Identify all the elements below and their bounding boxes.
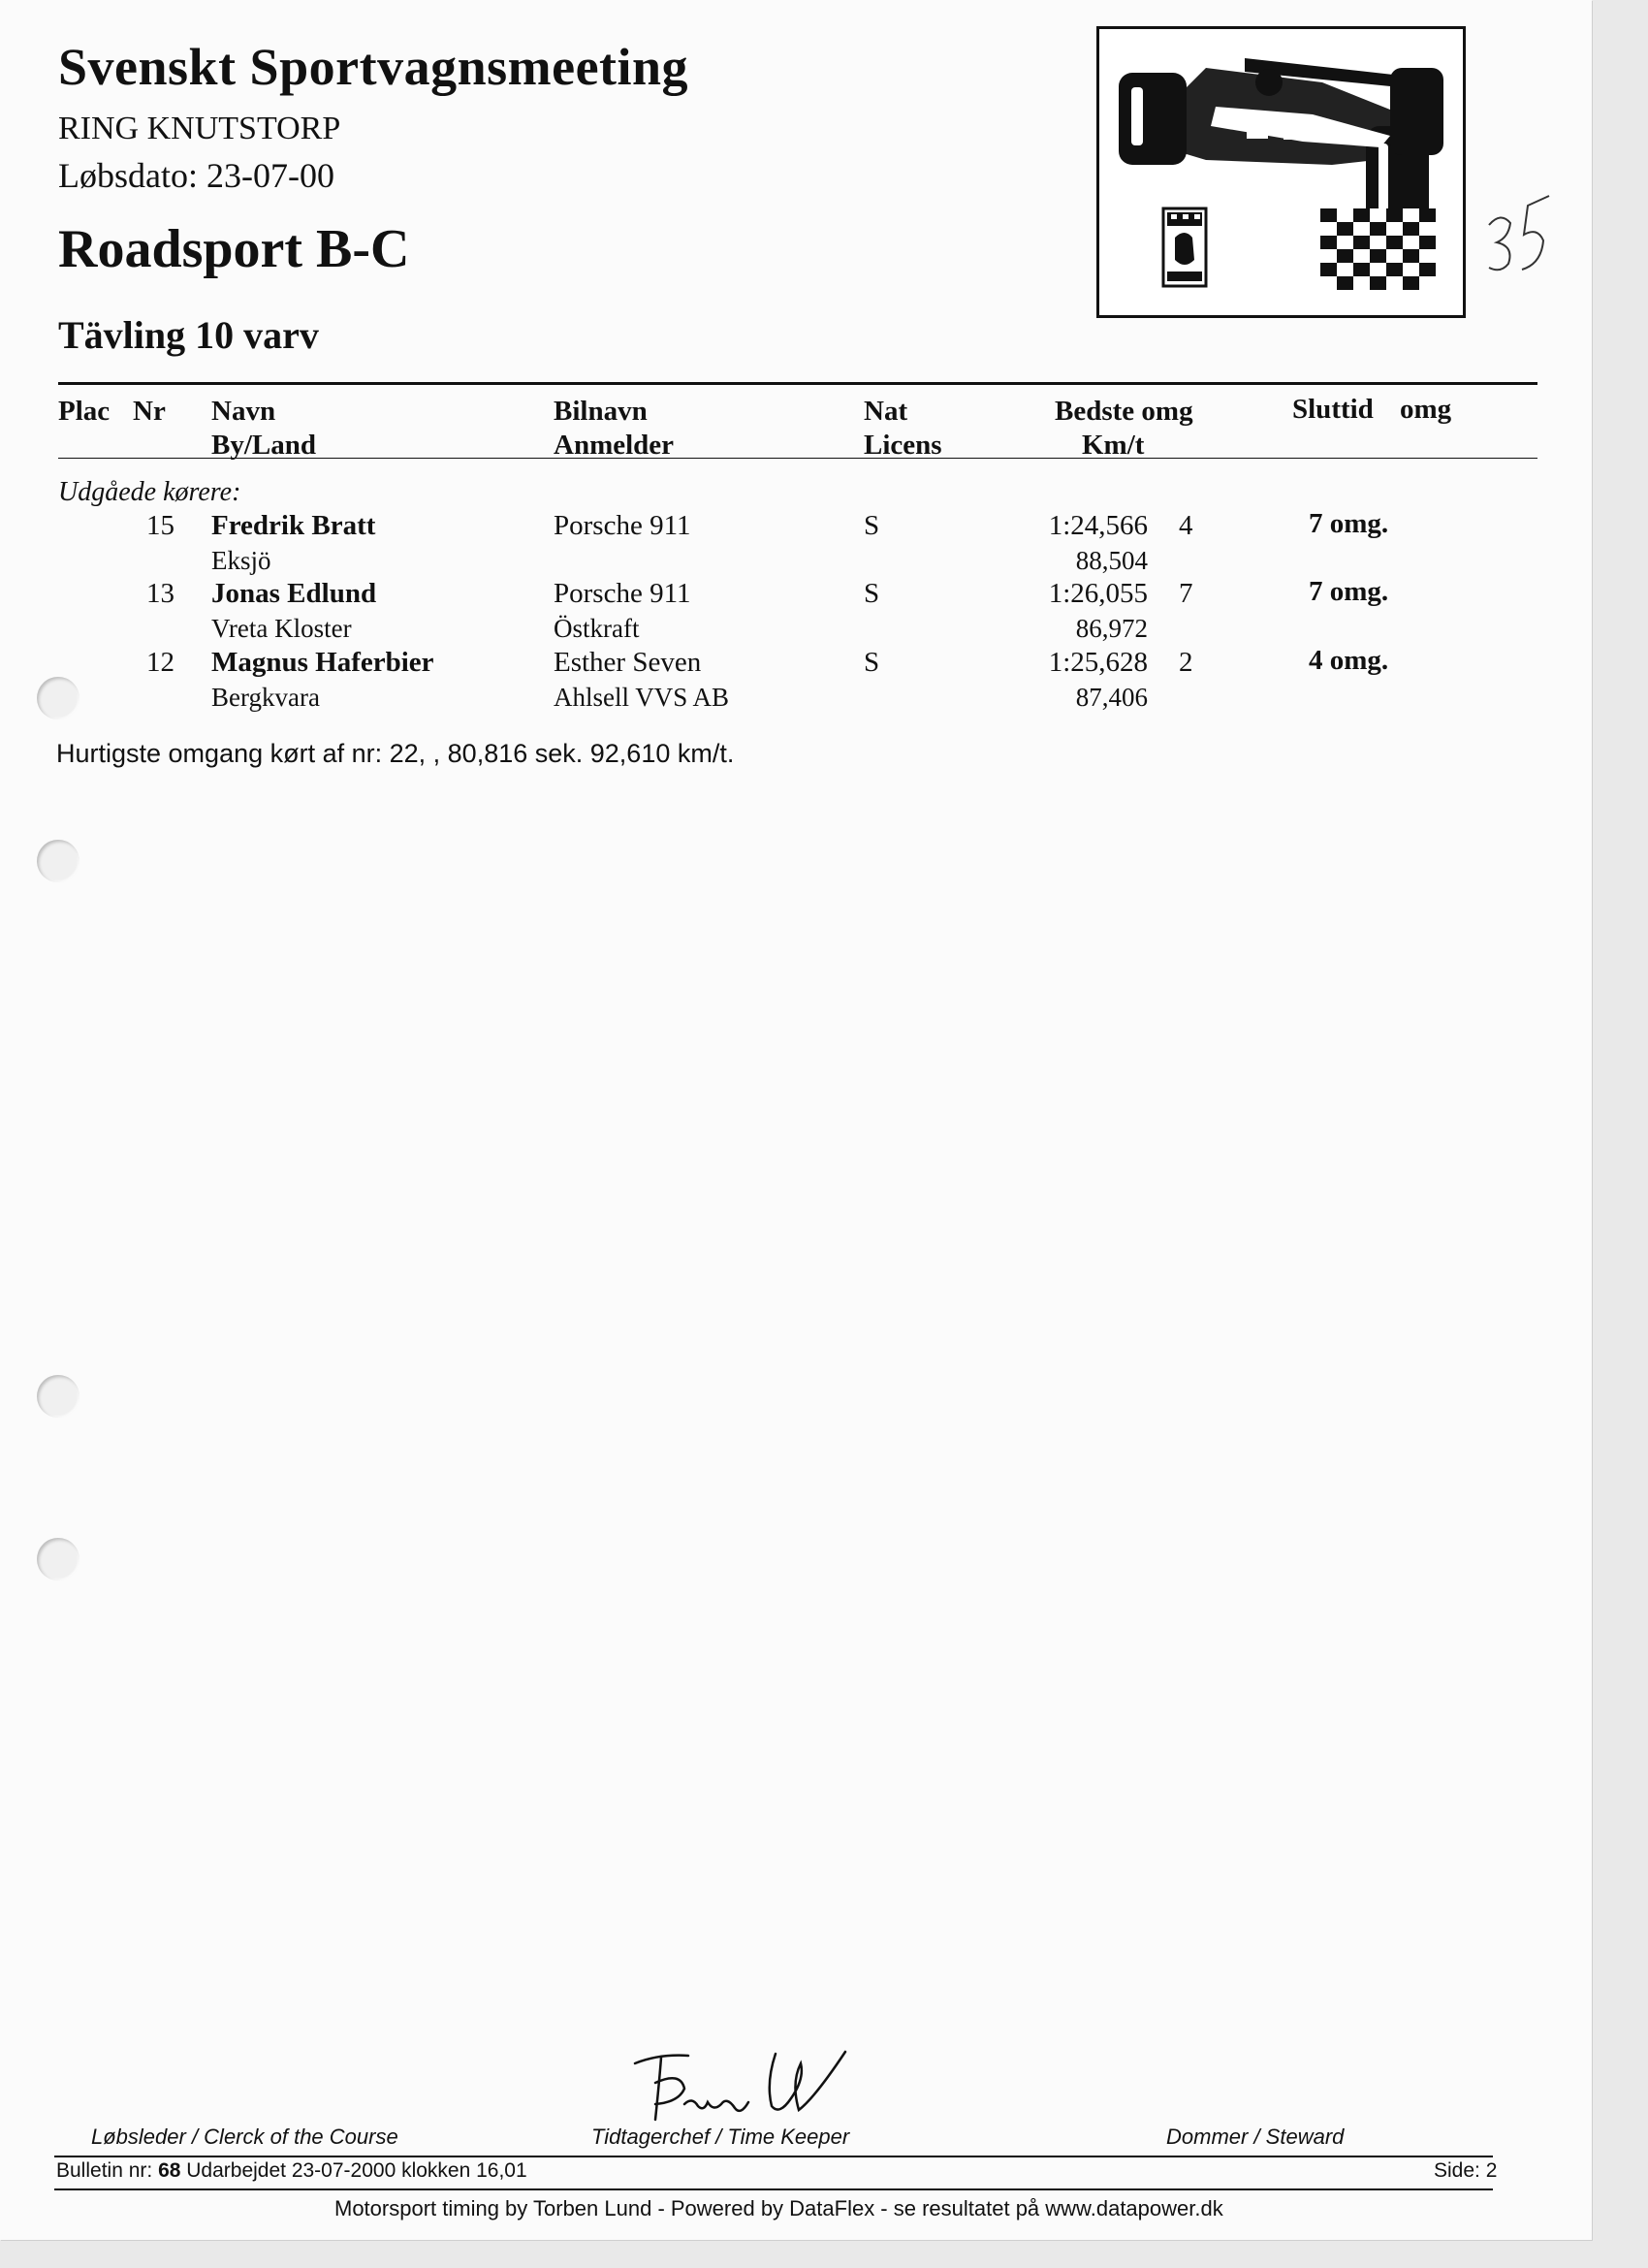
race-date: Løbsdato: 23-07-00: [58, 156, 334, 195]
punch-hole: [37, 1375, 79, 1418]
handwritten-note: [1481, 184, 1569, 291]
driver-city: Bergkvara: [211, 683, 320, 712]
header-top-rule: [58, 382, 1537, 385]
col-bedste-omg: Bedste omg: [1055, 396, 1193, 427]
driver-result: 7 omg.: [1309, 576, 1389, 607]
driver-city: Eksjö: [211, 546, 271, 575]
col-anmelder: Anmelder: [554, 430, 675, 461]
driver-speed: 86,972: [1075, 614, 1148, 643]
section-title-retired: Udgåede kørere:: [58, 477, 241, 507]
timekeeper-label: Tidtagerchef / Time Keeper: [591, 2124, 850, 2149]
fastest-lap-note: Hurtigste omgang kørt af nr: 22, , 80,816 sek. 92,610 km/t.: [56, 739, 735, 768]
race-label: Tävling 10 varv: [58, 313, 319, 357]
driver-result: 4 omg.: [1309, 645, 1389, 676]
driver-best-lap: 1:25,628: [1048, 647, 1148, 678]
page-title: Svenskt Sportvagnsmeeting: [58, 38, 689, 96]
driver-nr: 12: [146, 647, 174, 678]
race-car-icon: [1099, 29, 1463, 315]
driver-car: Porsche 911: [554, 510, 691, 541]
club-badge-icon: [1163, 208, 1206, 286]
driver-entrant: Ahlsell VVS AB: [554, 683, 730, 712]
footer-bottom-rule: [54, 2188, 1493, 2190]
col-nat: Nat: [864, 396, 908, 427]
driver-result: 7 omg.: [1309, 508, 1389, 539]
bulletin-number: 68: [158, 2159, 181, 2182]
driver-speed: 87,406: [1075, 683, 1148, 712]
bulletin-prefix: Bulletin nr:: [56, 2159, 159, 2182]
punch-hole: [37, 1538, 79, 1581]
driver-nat: S: [864, 578, 880, 609]
driver-best-lap-no: 4: [1179, 510, 1193, 541]
bulletin-suffix: Udarbejdet 23-07-2000 klokken 16,01: [180, 2159, 527, 2182]
clerk-label: Løbsleder / Clerck of the Course: [91, 2124, 398, 2149]
driver-entrant: Östkraft: [554, 614, 640, 643]
footer-top-rule: [54, 2156, 1493, 2157]
punch-hole: [37, 677, 79, 719]
credits-line: Motorsport timing by Torben Lund - Powered by DataFlex - se resultatet på www.datapower.dk: [334, 2196, 1223, 2220]
driver-best-lap: 1:24,566: [1048, 510, 1148, 541]
driver-name: Jonas Edlund: [211, 578, 377, 609]
driver-nat: S: [864, 510, 880, 541]
driver-best-lap-no: 2: [1179, 647, 1193, 678]
driver-city: Vreta Kloster: [211, 614, 352, 643]
driver-name: Magnus Haferbier: [211, 647, 434, 678]
col-plac: Plac: [58, 396, 111, 427]
driver-name: Fredrik Bratt: [211, 510, 376, 541]
punch-hole: [37, 840, 79, 882]
driver-car: Porsche 911: [554, 578, 691, 609]
col-navn: Navn: [211, 396, 276, 427]
col-omg: omg: [1400, 394, 1452, 425]
col-by-land: By/Land: [211, 430, 316, 461]
class-name: Roadsport B-C: [58, 219, 410, 279]
driver-nr: 13: [146, 578, 174, 609]
driver-best-lap-no: 7: [1179, 578, 1193, 609]
driver-best-lap: 1:26,055: [1048, 578, 1148, 609]
venue: RING KNUTSTORP: [58, 111, 341, 146]
page-number: Side: 2: [1434, 2159, 1498, 2182]
col-bilnavn: Bilnavn: [554, 396, 648, 427]
driver-nat: S: [864, 647, 880, 678]
race-logo: [1096, 26, 1466, 318]
steward-label: Dommer / Steward: [1166, 2124, 1345, 2149]
driver-car: Esther Seven: [554, 647, 702, 678]
col-licens: Licens: [864, 430, 942, 461]
driver-nr: 15: [146, 510, 174, 541]
driver-speed: 88,504: [1075, 546, 1148, 575]
bulletin-info: [56, 2159, 527, 2183]
col-kmt: Km/t: [1082, 430, 1145, 461]
col-nr: Nr: [133, 396, 166, 427]
col-sluttid: Sluttid: [1292, 394, 1374, 425]
checkered-flag-icon: [1320, 208, 1437, 301]
